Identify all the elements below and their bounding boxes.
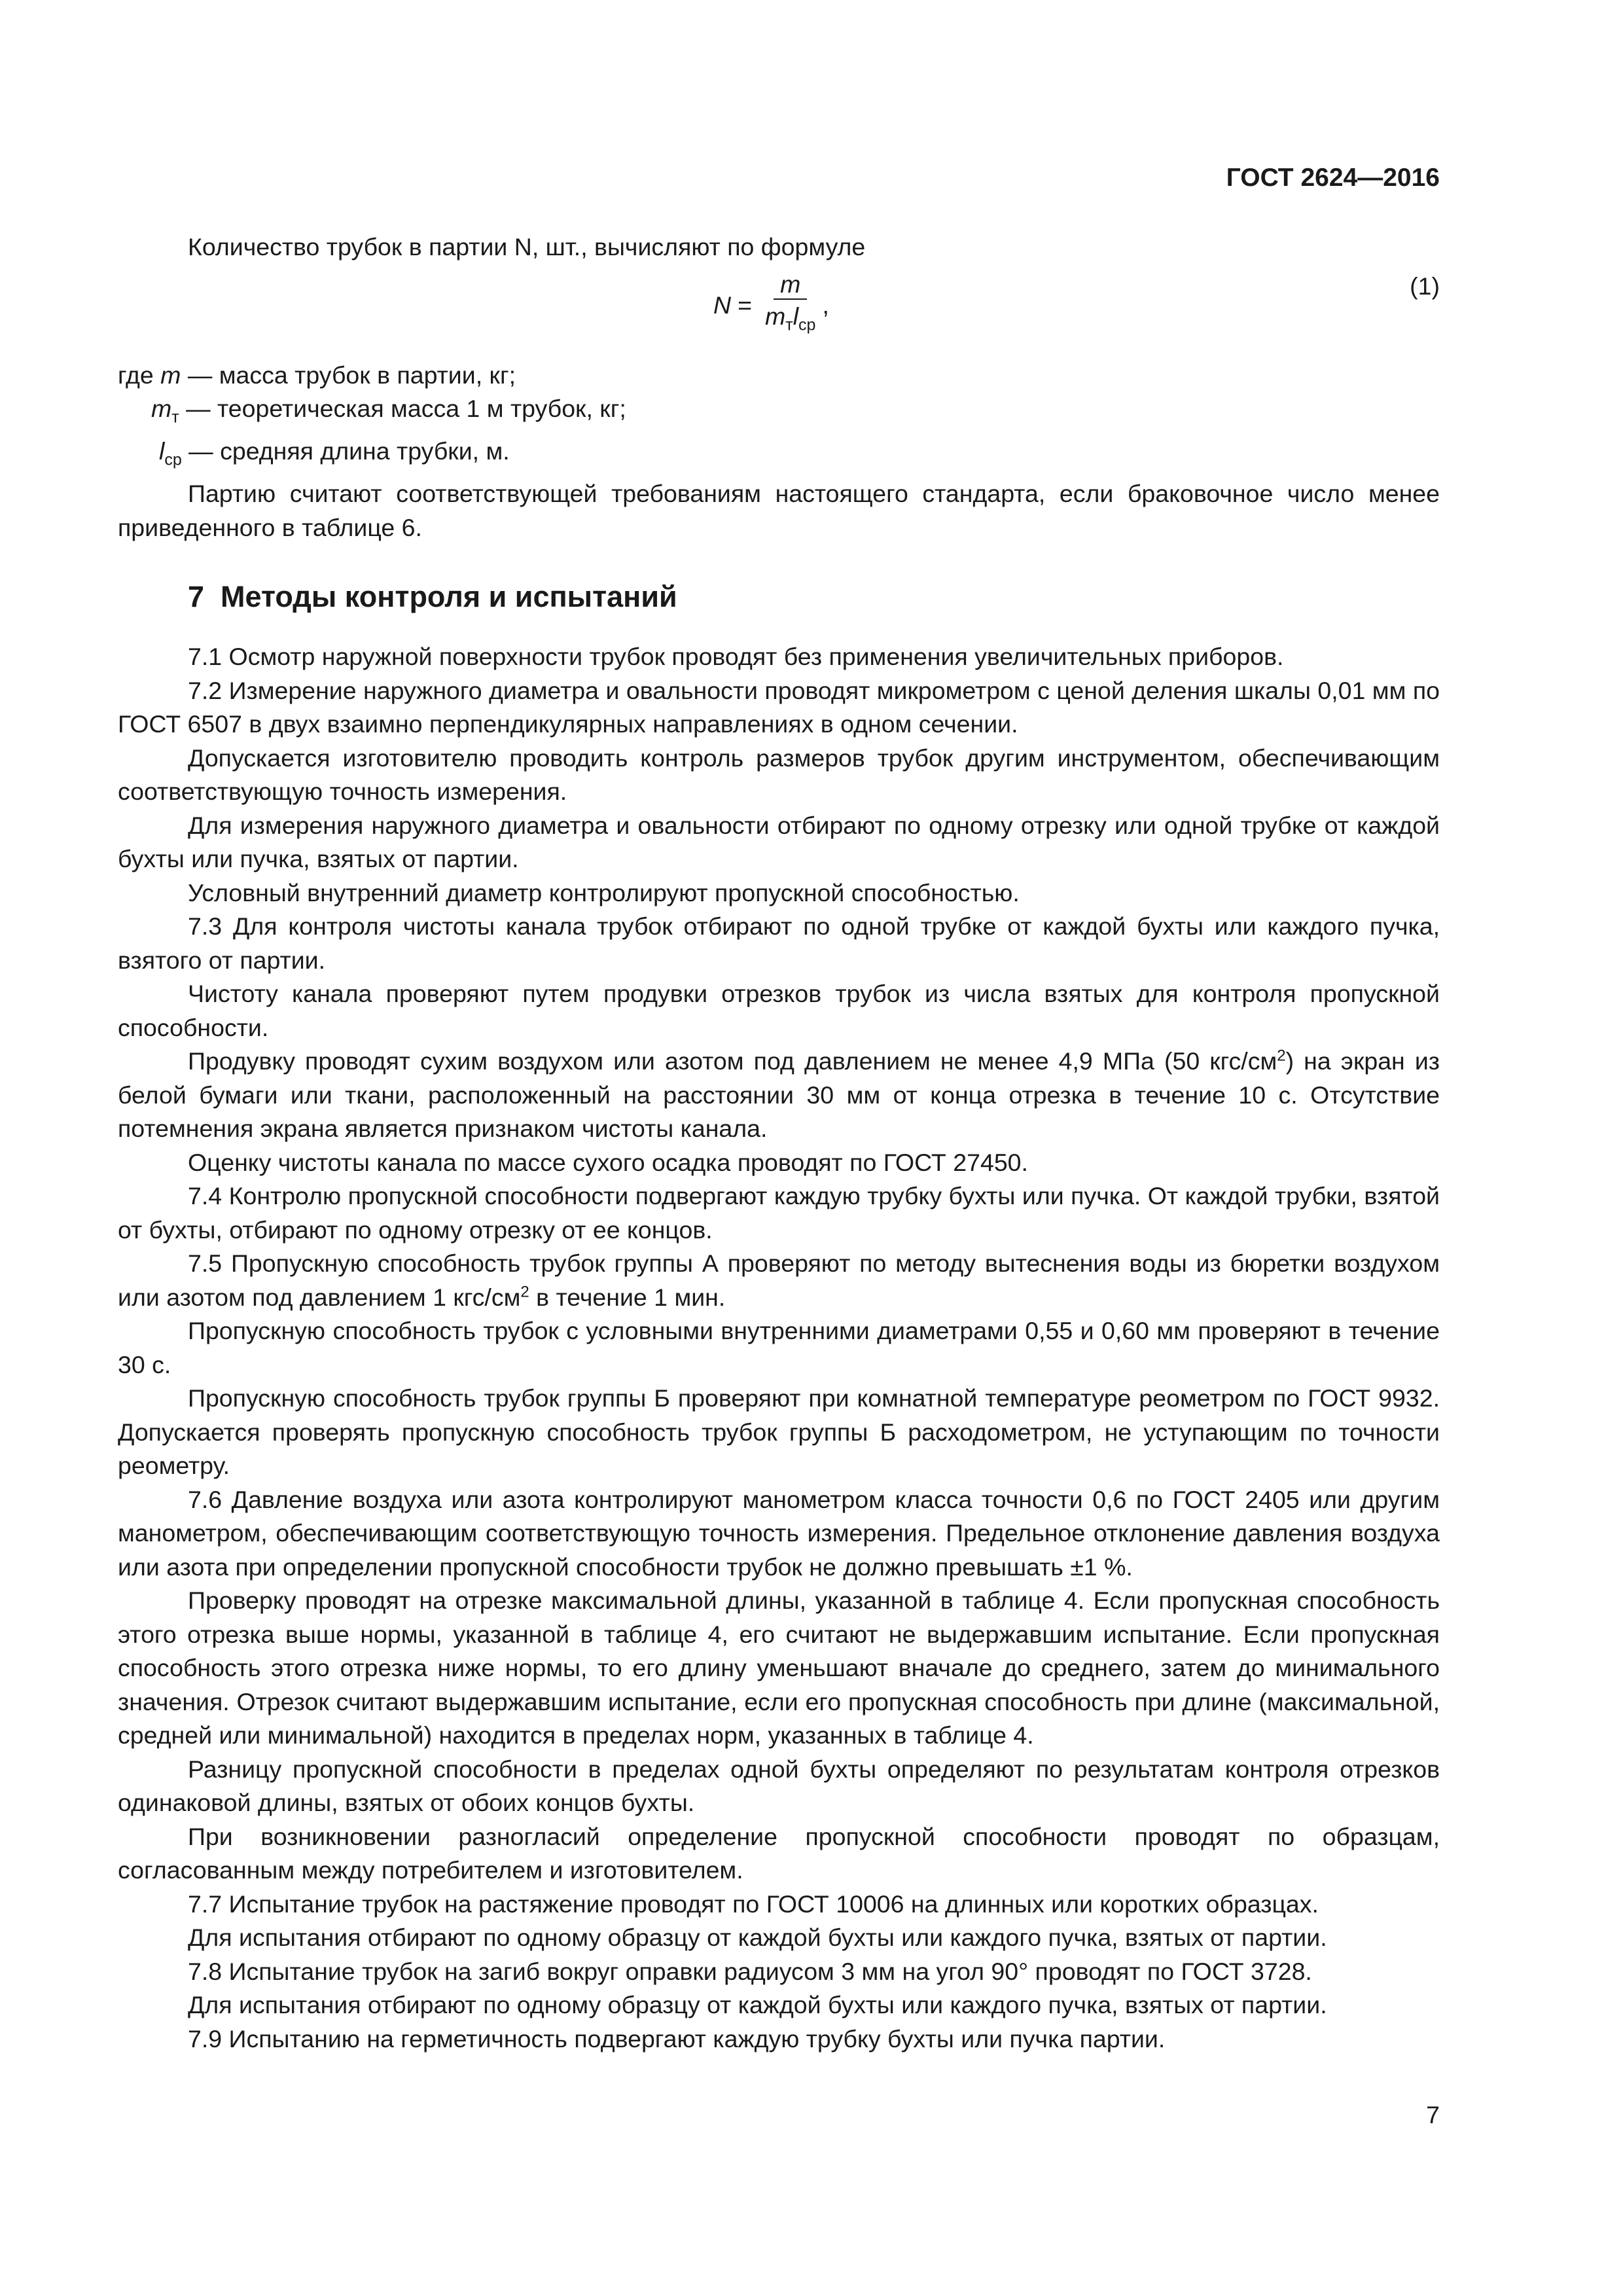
denominator-l: l xyxy=(793,302,799,330)
paragraph: 7.2 Измерение наружного диаметра и овальности проводят микрометром с ценой деления шкалы 0,01 мм по ГОСТ 6507 в двух взаимно перпендикулярных направлениях в одном сечении. xyxy=(118,676,1440,738)
formula-legend xyxy=(118,359,1440,545)
legend-line-lcp xyxy=(118,435,1440,477)
paragraph: 7.4 Контролю пропускной способности подвергают каждую трубку бухты или пучка. От каждой трубки, взятой от бухты, отбирают по одному отрезку от ее концов. xyxy=(118,1182,1440,1244)
section-title: Методы контроля и испытаний xyxy=(221,580,677,613)
paragraph: При возникновении разногласий определение пропускной способности проводят по образцам, согласованным между потребителем и изготовителем. xyxy=(118,1822,1440,1884)
legend-text-m: — масса трубок в партии, кг; xyxy=(187,361,516,389)
paragraph: Пропускную способность трубок группы Б проверяют при комнатной температуре реометром по ГОСТ 9932. Допускается проверять пропускную способность трубок группы Б расходометром, не уступающим по точности реометру. xyxy=(118,1384,1440,1479)
legend-line-mt xyxy=(118,392,1440,435)
superscript: 2 xyxy=(1277,1047,1286,1065)
page-number: 7 xyxy=(1426,2101,1440,2128)
denominator-m-sub: т xyxy=(785,315,793,334)
paragraph: 7.9 Испытанию на герметичность подвергают каждую трубку бухты или пучка партии. xyxy=(188,2024,1166,2053)
legend-var-lcp: l xyxy=(159,437,165,465)
page-content xyxy=(118,230,1440,2056)
paragraph-blowing-text-end: ) на экран из белой бумаги или ткани, расположенный на расстоянии 30 мм от конца отрезка в течение 10 с. Отсутствие потемнения экрана является признаком чистоты канала. xyxy=(118,1047,1440,1142)
section-heading xyxy=(188,577,1440,617)
intro-conclusion: Партию считают соответствующей требованиям настоящего стандарта, если браковочное число менее приведенного в таблице 6. xyxy=(118,480,1440,541)
formula-block xyxy=(118,264,1440,343)
formula-denominator xyxy=(758,300,822,342)
paragraph: Проверку проводят на отрезке максимальной длины, указанной в таблице 4. Если пропускная способность этого отрезка выше нормы, указанной в таблице 4, его считают не выдержавшим испытание. Если пропускная способность этого отрезка ниже нормы, то его длину уменьшают вначале до среднего, затем до минимального значения. Отрезок считают выдержавшим испытание, если его пропускная способность при длине (максимальной, средней или минимальной) находится в пределах норм, указанных в таблице 4. xyxy=(118,1587,1440,1749)
paragraph: Для испытания отбирают по одному образцу от каждой бухты или каждого пучка, взятых от партии. xyxy=(188,1924,1327,1951)
formula-expression xyxy=(713,270,829,342)
paragraph-7-5-text: 7.5 Пропускную способность трубок группы А проверяют по методу вытеснения воды из бюретки воздухом или азотом под давлением 1 кгс/см xyxy=(118,1249,1440,1311)
section-number: 7 xyxy=(188,580,205,613)
paragraph: Для испытания отбирают по одному образцу от каждой бухты или каждого пучка, взятых от партии. xyxy=(188,1991,1327,2018)
formula-number: (1) xyxy=(1410,272,1440,300)
paragraph-blowing-text: Продувку проводят сухим воздухом или азотом под давлением не менее 4,9 МПа (50 кгс/см xyxy=(188,1047,1277,1075)
legend-line-m xyxy=(118,359,1440,393)
document-code-header: ГОСТ 2624—2016 xyxy=(1226,164,1440,192)
paragraph: 7.3 Для контроля чистоты канала трубок отбирают по одной трубке от каждой бухты или каждого пучка, взятого от партии. xyxy=(118,912,1440,974)
paragraph: 7.7 Испытание трубок на растяжение проводят по ГОСТ 10006 на длинных или коротких образцах. xyxy=(188,1890,1319,1918)
legend-text-lcp: — средняя длина трубки, м. xyxy=(188,437,510,465)
formula-comma: , xyxy=(822,291,829,319)
paragraph: Пропускную способность трубок с условными внутренними диаметрами 0,55 и 0,60 мм проверяют в течение 30 с. xyxy=(118,1317,1440,1378)
formula-lhs: N xyxy=(713,291,732,319)
legend-prefix: где xyxy=(118,361,154,389)
paragraph-7-5 xyxy=(118,1247,1440,1314)
paragraph: Разницу пропускной способности в пределах одной бухты определяют по результатам контроля отрезков одинаковой длины, взятых от обоих концов бухты. xyxy=(118,1755,1440,1816)
paragraph: 7.8 Испытание трубок на загиб вокруг оправки радиусом 3 мм на угол 90° проводят по ГОСТ 3728. xyxy=(188,1957,1312,1985)
paragraph-blowing xyxy=(118,1045,1440,1146)
denominator-m: m xyxy=(765,302,786,330)
legend-var-m: m xyxy=(160,361,181,389)
denominator-l-sub: ср xyxy=(798,315,816,334)
legend-var-mt: m xyxy=(151,395,172,422)
superscript: 2 xyxy=(520,1283,529,1300)
legend-sub-mt: т xyxy=(171,408,179,427)
paragraph: Оценку чистоты канала по массе сухого осадка проводят по ГОСТ 27450. xyxy=(188,1148,1028,1176)
paragraph: Допускается изготовителю проводить контроль размеров трубок другим инструментом, обеспечивающим соответствующую точность измерения. xyxy=(118,744,1440,805)
paragraph: 7.6 Давление воздуха или азота контролируют манометром класса точности 0,6 по ГОСТ 2405 или другим манометром, обеспечивающим соответствующую точность измерения. Предельное отклонение давления воздуха или азота при определении пропускной способности трубок не должно превышать ±1 %. xyxy=(118,1485,1440,1581)
legend-text-mt: — теоретическая масса 1 м трубок, кг; xyxy=(186,395,626,422)
paragraph: 7.1 Осмотр наружной поверхности трубок проводят без применения увеличительных приборов. xyxy=(188,643,1284,670)
formula-fraction xyxy=(758,270,822,342)
formula-intro: Количество трубок в партии N, шт., вычисляют по формуле xyxy=(188,233,866,260)
paragraph: Чистоту канала проверяют путем продувки отрезков трубок из числа взятых для контроля пропускной способности. xyxy=(118,980,1440,1041)
paragraph-7-5-text-end: в течение 1 мин. xyxy=(529,1283,726,1311)
paragraph: Условный внутренний диаметр контролируют пропускной способностью. xyxy=(188,878,1020,906)
formula-numerator: m xyxy=(774,270,807,300)
paragraph: Для измерения наружного диаметра и овальности отбирают по одному отрезку или одной трубке от каждой бухты или пучка, взятых от партии. xyxy=(118,811,1440,872)
legend-sub-lcp: ср xyxy=(164,450,182,469)
formula-equals: = xyxy=(738,291,752,319)
